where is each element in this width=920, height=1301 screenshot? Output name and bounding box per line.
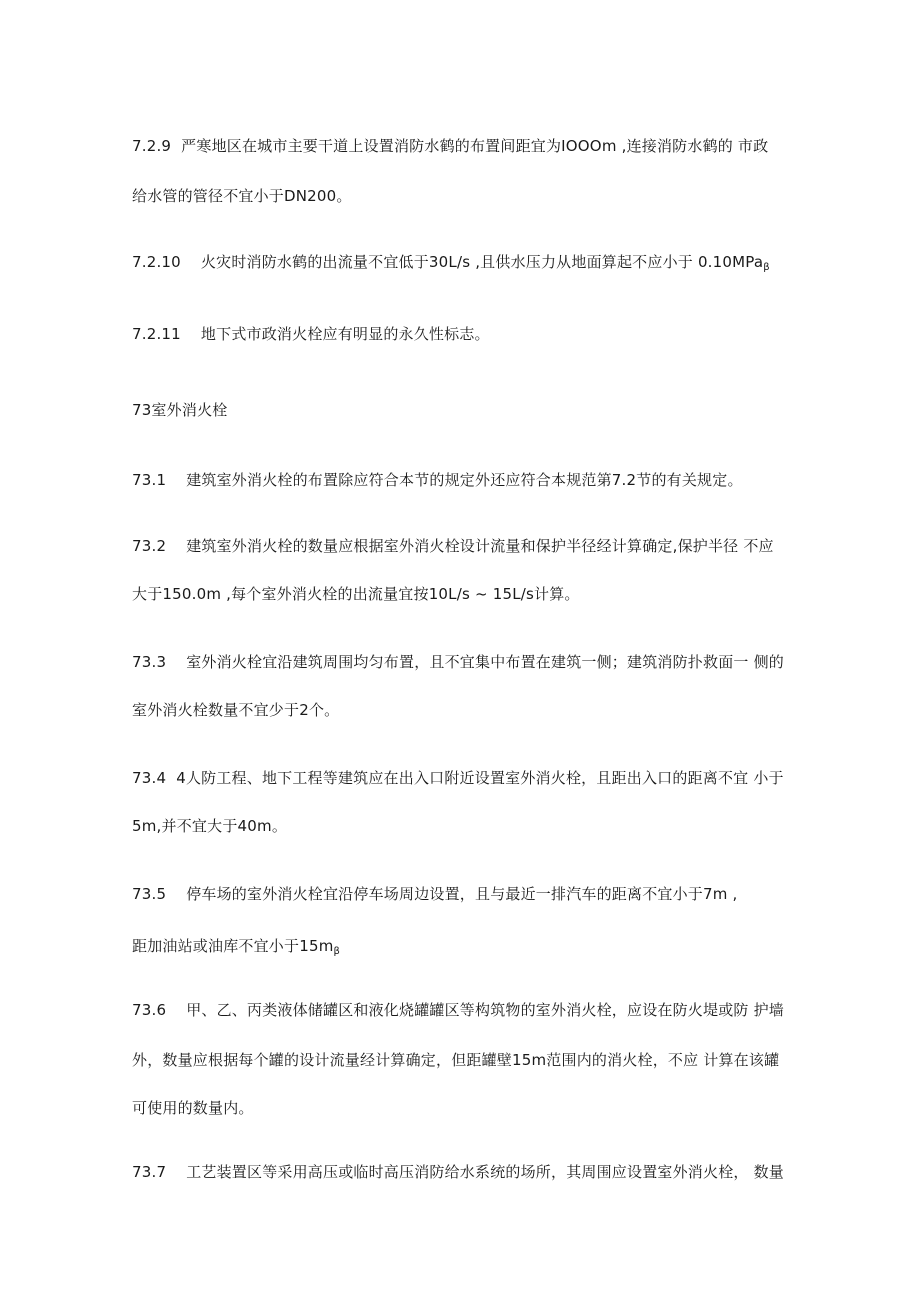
clause-7-2-9-line-2 xyxy=(132,186,352,206)
clause-73-5-line-1 xyxy=(132,884,738,904)
clause-text: 室外消火栓宜沿建筑周围均匀布置，且不宜集中布置在建筑一侧；建筑消防扑救面一 侧的 xyxy=(186,653,784,671)
clause-7-2-10 xyxy=(132,252,770,278)
clause-73-4-line-2 xyxy=(132,816,287,836)
clause-73-3-line-1 xyxy=(132,652,784,672)
clause-73-2-line-2 xyxy=(132,584,580,604)
clause-7-2-11 xyxy=(132,324,490,344)
clause-text: 严寒地区在城市主要干道上设置消防水鹤的布置间距宜为IOOOm ,连接消防水鹤的 市政 xyxy=(181,137,769,155)
clause-text: 给水管的管径不宜小于DN200。 xyxy=(132,187,352,205)
clause-73-6-line-2 xyxy=(132,1050,779,1070)
clause-73-2-line-1 xyxy=(132,536,774,556)
clause-number: 73.7 xyxy=(132,1163,167,1181)
section-heading xyxy=(132,400,228,420)
clause-text: 5m,并不宜大于40m。 xyxy=(132,817,288,835)
clause-number: 73.2 xyxy=(132,537,167,555)
clause-text: 距加油站或油库不宜小于15m xyxy=(132,937,334,955)
clause-suffix: β xyxy=(763,262,770,273)
clause-73-4-line-1 xyxy=(132,768,784,788)
clause-text: 工艺装置区等采用高压或临时高压消防给水系统的场所，其周围应设置室外消火栓， 数量 xyxy=(186,1163,784,1181)
clause-text: 甲、乙、丙类液体储罐区和液化烧罐罐区等构筑物的室外消火栓，应设在防火堤或防 护墙 xyxy=(186,1001,784,1019)
clause-text: 建筑室外消火栓的数量应根据室外消火栓设计流量和保护半径经计算确定,保护半径 不应 xyxy=(186,537,774,555)
clause-number: 73.6 xyxy=(132,1001,167,1019)
clause-number: 73.1 xyxy=(132,471,167,489)
clause-suffix: β xyxy=(333,946,341,957)
clause-text: 大于150.0m ,每个室外消火栓的出流量宜按10L/s ~ 15L/s计算。 xyxy=(132,585,580,603)
clause-text: 室外消火栓数量不宜少于2个。 xyxy=(132,701,340,719)
clause-number: 73.4 xyxy=(132,769,167,787)
clause-7-2-9-line-1 xyxy=(132,136,768,156)
clause-text: 可使用的数量内。 xyxy=(132,1099,254,1117)
clause-number: 7.2.9 xyxy=(132,137,172,155)
clause-73-3-line-2 xyxy=(132,700,339,720)
clause-number: 73.5 xyxy=(132,885,167,903)
clause-text: 火灾时消防水鹤的出流量不宜低于30L/s ,且供水压力从地面算起不应小于 0.10MPa xyxy=(200,253,764,271)
clause-73-6-line-3 xyxy=(132,1098,254,1118)
clause-text: 停车场的室外消火栓宜沿停车场周边设置，且与最近一排汽车的距离不宜小于7m , xyxy=(186,885,738,903)
clause-text: 地下式市政消火栓应有明显的永久性标志。 xyxy=(200,325,490,343)
clause-text: 4人防工程、地下工程等建筑应在出入口附近设置室外消火栓，且距出入口的距离不宜 小于 xyxy=(176,769,784,787)
clause-73-6-line-1 xyxy=(132,1000,784,1020)
clause-73-7 xyxy=(132,1162,784,1182)
clause-text: 建筑室外消火栓的布置除应符合本节的规定外还应符合本规范第7.2节的有关规定。 xyxy=(186,471,743,489)
clause-number: 73.3 xyxy=(132,653,167,671)
clause-number: 7.2.10 xyxy=(132,253,181,271)
clause-text: 外，数量应根据每个罐的设计流量经计算确定，但距罐壁15m范围内的消火栓，不应 计算在该罐 xyxy=(132,1051,780,1069)
clause-73-1 xyxy=(132,470,743,490)
clause-number: 7.2.11 xyxy=(132,325,181,343)
clause-73-5-line-2 xyxy=(132,936,340,962)
section-heading-text: 73室外消火栓 xyxy=(132,401,228,419)
